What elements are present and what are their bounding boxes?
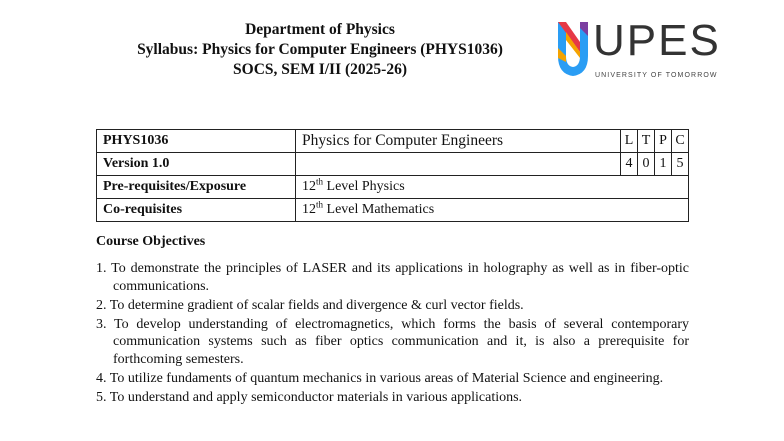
prerequisites-value: 12th Level Physics	[296, 176, 689, 199]
table-row	[97, 130, 689, 153]
upes-logo	[555, 16, 721, 84]
list-item: 2. To determine gradient of scalar fields and divergence & curl vector fields.	[96, 297, 524, 313]
ltpc-header-l: L	[621, 130, 638, 153]
table-row	[97, 199, 689, 222]
table-row	[97, 153, 689, 176]
course-code: PHYS1036	[97, 130, 296, 153]
version-blank	[296, 153, 621, 176]
corequisites-value: 12th Level Mathematics	[296, 199, 689, 222]
list-item: 1. To demonstrate the principles of LASER and its applications in holography as well as in fiber-optic communications.	[96, 261, 689, 294]
semester-title: SOCS, SEM I/II (2025-26)	[233, 61, 407, 78]
logo-wordmark: UPES	[593, 16, 721, 65]
table-row	[97, 176, 689, 199]
ltpc-value-t: 0	[638, 153, 655, 176]
ltpc-value-l: 4	[621, 153, 638, 176]
course-objectives-list	[96, 260, 689, 408]
ltpc-header-p: P	[655, 130, 672, 153]
ltpc-value-p: 1	[655, 153, 672, 176]
list-item: 5. To understand and apply semiconductor materials in various applications.	[96, 389, 523, 405]
upes-emblem-icon	[555, 18, 591, 80]
ltpc-value-c: 5	[672, 153, 689, 176]
department-title: Department of Physics	[245, 21, 395, 38]
prerequisites-label: Pre-requisites/Exposure	[97, 176, 296, 199]
list-item: 3. To develop understanding of electromagnetics, which forms the basis of several contemporary communication systems such as fiber optics communication and it, is also a prerequisite for forthcoming semesters.	[96, 316, 689, 367]
version-label: Version 1.0	[97, 153, 296, 176]
course-objectives-heading: Course Objectives	[96, 234, 206, 249]
course-title: Physics for Computer Engineers	[296, 130, 621, 153]
ltpc-header-c: C	[672, 130, 689, 153]
logo-tagline: UNIVERSITY OF TOMORROW	[595, 72, 718, 79]
ltpc-header-t: T	[638, 130, 655, 153]
corequisites-label: Co-requisites	[97, 199, 296, 222]
document-header	[90, 20, 550, 80]
syllabus-title: Syllabus: Physics for Computer Engineers (PHYS1036)	[137, 41, 503, 58]
list-item: 4. To utilize fundaments of quantum mechanics in various areas of Material Science and engineering.	[96, 370, 664, 386]
course-info-table	[96, 129, 689, 222]
